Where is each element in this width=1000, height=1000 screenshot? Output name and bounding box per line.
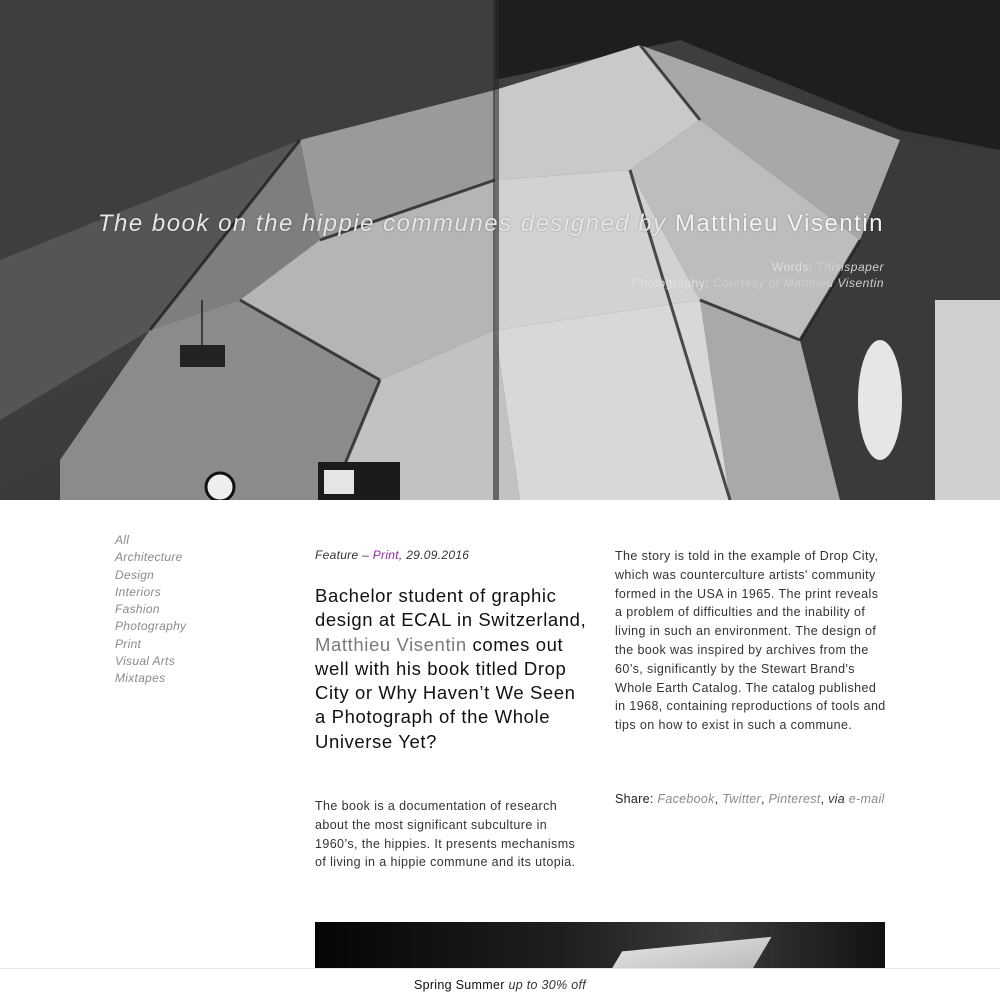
- share-via: via: [828, 792, 846, 806]
- article-date: 29.09.2016: [406, 548, 470, 562]
- share-email-link[interactable]: e-mail: [848, 792, 885, 806]
- promo-bar[interactable]: [0, 968, 1000, 1000]
- category-item-mixtapes[interactable]: Mixtapes: [115, 671, 166, 686]
- article-intro: The book is a documentation of research about the most significant subculture in 1960’s, the hippies. It presents mechanisms of living in a hippie commune and its utopia.: [315, 799, 576, 870]
- share-comma: ,: [760, 792, 765, 806]
- meta-separator: –: [362, 548, 370, 562]
- share-label: Share:: [615, 792, 654, 806]
- hero-title-name: Matthieu Visentin: [674, 210, 884, 237]
- category-item-visual-arts[interactable]: Visual Arts: [115, 654, 175, 669]
- promo-offer[interactable]: up to 30% off: [508, 978, 587, 992]
- promo-label[interactable]: Spring Summer: [413, 978, 505, 992]
- article-meta: [315, 548, 469, 562]
- category-item-architecture[interactable]: Architecture: [115, 550, 183, 565]
- article-story: The story is told in the example of Drop City, which was counterculture artists' community formed in the USA in 1965. The print reveals a problem of difficulties and the inability of living in such an environment. The design of the book was inspired by archives from the 60’s, significantly by the Stewart Brand's Whole Earth Catalog. The catalog published in 1968, containing reproductions of tools and tips on how to exist in such a commune.: [615, 549, 886, 733]
- article-headline: [315, 584, 587, 754]
- category-item-all[interactable]: All: [115, 533, 130, 547]
- credit-words-value[interactable]: Thisispaper: [816, 260, 884, 274]
- credit-words-label: Words:: [771, 260, 813, 274]
- article-category-link[interactable]: Print: [372, 548, 399, 562]
- share-comma: ,: [714, 792, 719, 806]
- hero-title: [98, 210, 884, 238]
- hero-credits: [632, 259, 884, 291]
- category-item-interiors[interactable]: Interiors: [115, 584, 162, 599]
- category-item-photography[interactable]: Photography: [115, 619, 187, 634]
- share-pinterest-link[interactable]: Pinterest: [768, 792, 821, 806]
- share-facebook-link[interactable]: Facebook: [657, 792, 715, 806]
- headline-part-1: Bachelor student of graphic design at ECAL in Switzerland,: [315, 585, 587, 631]
- credit-words: [632, 259, 884, 275]
- hero-title-lead: The book on the hippie communes designed by: [97, 210, 667, 237]
- headline-part-2: comes out well with his book titled Drop City or Why Haven’t We Seen a Photograph of the Whole Universe Yet?: [315, 633, 576, 752]
- category-item-fashion[interactable]: Fashion: [115, 602, 160, 617]
- category-item-design[interactable]: Design: [115, 567, 155, 582]
- share-twitter-link[interactable]: Twitter: [722, 792, 761, 806]
- category-item-print[interactable]: Print: [115, 636, 142, 651]
- headline-designer-link[interactable]: Matthieu Visentin: [315, 633, 467, 655]
- share-comma: ,: [820, 792, 825, 806]
- article-type: Feature: [315, 548, 359, 562]
- share-links: [615, 792, 885, 806]
- meta-comma: ,: [398, 548, 403, 562]
- category-nav: [115, 532, 186, 688]
- credit-photography: [632, 275, 884, 291]
- credit-photo-value[interactable]: Courtesy of Matthieu Visentin: [712, 276, 884, 290]
- credit-photo-label: Photography:: [631, 276, 710, 290]
